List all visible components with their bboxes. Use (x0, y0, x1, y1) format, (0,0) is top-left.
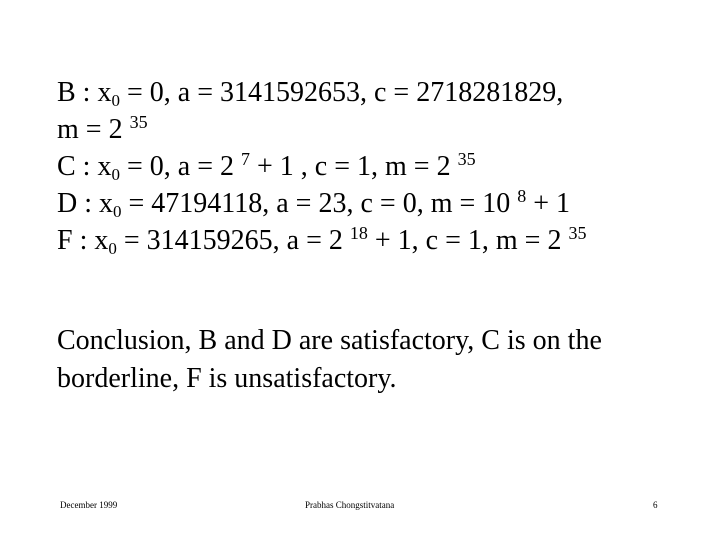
generator-c-seed-subscript: 0 (111, 165, 120, 184)
generator-b-seed-var: x (97, 77, 112, 108)
generator-b-params: = 0, a = 3141592653, c = 2718281829, (119, 77, 564, 108)
generator-c-line (57, 148, 697, 185)
generator-d-modulus-exponent: 8 (517, 186, 527, 206)
generator-f-params: = 314159265, a = 2 (116, 225, 350, 256)
generator-c-seed-var: x (97, 151, 112, 182)
generator-c-label: C : (57, 151, 91, 182)
generator-f-line (57, 222, 697, 259)
conclusion-text: Conclusion, B and D are satisfactory, C is on the borderline, F is unsatisfactory. (57, 325, 602, 394)
generator-b-label: B : (57, 77, 91, 108)
generator-b-line (57, 74, 697, 111)
generator-b-modulus: m = 2 (57, 114, 130, 145)
generator-f-seed-subscript: 0 (108, 239, 117, 258)
generator-d-label: D : (57, 188, 92, 219)
generator-d-params: = 47194118, a = 23, c = 0, m = 10 (121, 188, 518, 219)
generator-d-seed-var: x (99, 188, 113, 219)
generator-d-seed-subscript: 0 (113, 202, 122, 221)
generator-b-continuation (57, 111, 697, 148)
generator-f-modulus-exponent: 35 (568, 223, 587, 243)
generator-f-params-rest: + 1, c = 1, m = 2 (367, 225, 569, 256)
generator-c-params: = 0, a = 2 (119, 151, 241, 182)
footer-page-number: 6 (653, 500, 658, 510)
generator-c-modulus-exponent: 35 (457, 149, 476, 169)
generator-c-multiplier-exponent: 7 (240, 149, 250, 169)
generator-d-line (57, 185, 697, 222)
generator-list (57, 74, 697, 259)
generator-f-seed-var: x (94, 225, 109, 256)
generator-f-label: F : (57, 225, 88, 256)
generator-c-params-rest: + 1 , c = 1, m = 2 (249, 151, 458, 182)
generator-b-modulus-exponent: 35 (129, 112, 148, 132)
generator-d-params-rest: + 1 (526, 188, 571, 219)
generator-b-seed-subscript: 0 (111, 91, 120, 110)
footer-author: Prabhas Chongstitvatana (305, 500, 395, 510)
generator-f-multiplier-exponent: 18 (349, 223, 368, 243)
footer-date: December 1999 (60, 500, 118, 510)
